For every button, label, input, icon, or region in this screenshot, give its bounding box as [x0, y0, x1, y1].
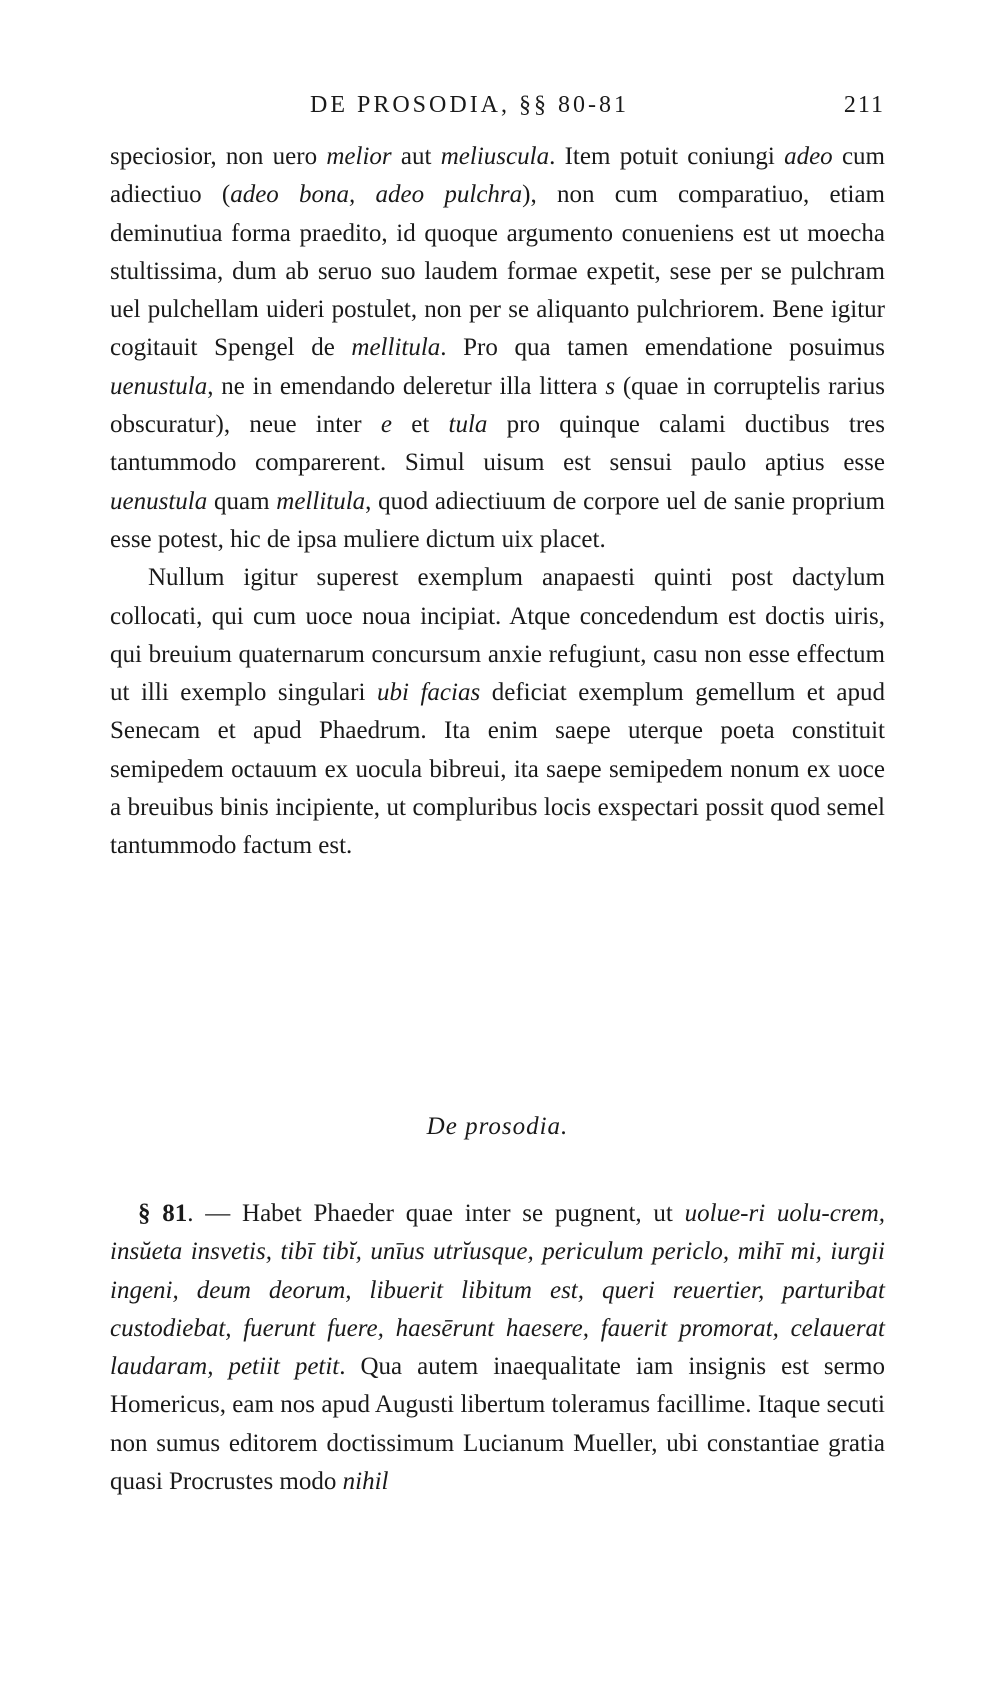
text-run: . — Habet Phaeder quae inter se pugnent, ut: [187, 1200, 685, 1227]
italic-run: uenustula: [110, 487, 208, 515]
text-run: , quod adiectiuum de corpore uel de sanie proprium esse potest, hic de ipsa muliere dictum uix placet.: [110, 487, 886, 553]
italic-run: meliuscula: [440, 143, 550, 170]
italic-run: adeo: [784, 143, 833, 170]
paragraph-1: [110, 138, 885, 559]
text-run: cum adiectiuo (: [110, 143, 886, 209]
paragraph-2: [110, 559, 885, 865]
running-title: DE PROSODIA, §§ 80-81: [310, 92, 630, 118]
italic-run: melior: [326, 143, 392, 170]
italic-run: ubi facias: [376, 679, 481, 707]
section-81-paragraph: [110, 1195, 885, 1501]
section-mark: § 81: [138, 1200, 188, 1227]
page-number: 211: [843, 92, 885, 118]
italic-run: adeo bona, adeo pulchra: [230, 181, 523, 209]
text-run: quam: [207, 487, 277, 515]
text-run: . Qua autem inaequalitate iam insignis est sermo Homericus, eam nos apud Augusti libertum toleramus facillime. Itaque secuti non sumus editorem doctissimum Lucianum Mueller, ubi constantiae gratia quasi Procrustes modo: [110, 1353, 885, 1496]
italic-run: s: [605, 372, 616, 400]
text-run: et: [391, 411, 449, 439]
italic-run: mellitula: [276, 487, 366, 515]
text-run: deficiat exemplum gemellum et apud Senecam et apud Phaedrum. Ita enim saepe uterque poeta constituit semipedem octauum ex uocula bibreui, ita saepe semipedem nonum ex uoce a breuibus binis incipiente, ut compluribus locis exspectari possit quod semel tantummodo factum est.: [110, 679, 885, 860]
text-run: . Item potuit coniungi: [549, 143, 785, 170]
body-text: [110, 138, 885, 866]
text-run: speciosior, non uero: [110, 143, 327, 170]
text-run: Nullum igitur superest exemplum anapaesti quinti post dactylum collocati, qui cum uoce noua incipiat. Atque concedendum est doctis uiris, qui breuium quaternarum concursum anxie refugiunt, casu non esse effectum ut illi exemplo singulari: [110, 564, 885, 707]
text-run: , ne in emendando deleretur illa littera: [207, 372, 606, 400]
text-run: pro quinque calami ductibus tres tantummodo comparerent. Simul uisum est sensui paulo aptius esse: [110, 411, 885, 477]
italic-run: e: [380, 411, 392, 439]
section-heading: De prosodia.: [426, 1113, 569, 1140]
italic-run: uolue-ri uolu-crem, insŭeta insvetis, tibī tibĭ, unīus utrĭusque, periculum periclo, mihī mi, iurgii ingeni, deum deorum, libuerit libitum est, queri reuertier, parturibat custodiebat, fuerunt fuere, haesērunt haesere, fauerit promorat, celauerat laudaram, petiit petit: [110, 1200, 885, 1381]
text-run: aut: [391, 143, 441, 170]
italic-run: mellitula: [351, 334, 441, 362]
italic-run: tula: [448, 411, 488, 439]
text-run: . Pro qua tamen emendatione posuimus: [440, 334, 885, 362]
italic-run: uenustula: [110, 372, 208, 400]
italic-run: nihil: [342, 1468, 389, 1496]
running-head: [110, 92, 885, 132]
text-run: ), non cum comparatiuo, etiam deminutiua forma praedito, id quoque argumento conueniens est ut moecha stultissima, dum ab seruo suo laudem formae expetit, sese per se pulchram uel pulchellam uideri postulet, non per se aliquanto pulchriorem. Bene igitur cogitauit Spengel de: [110, 181, 885, 362]
text-run: (quae in corruptelis rarius obscuratur), neue inter: [110, 372, 886, 439]
